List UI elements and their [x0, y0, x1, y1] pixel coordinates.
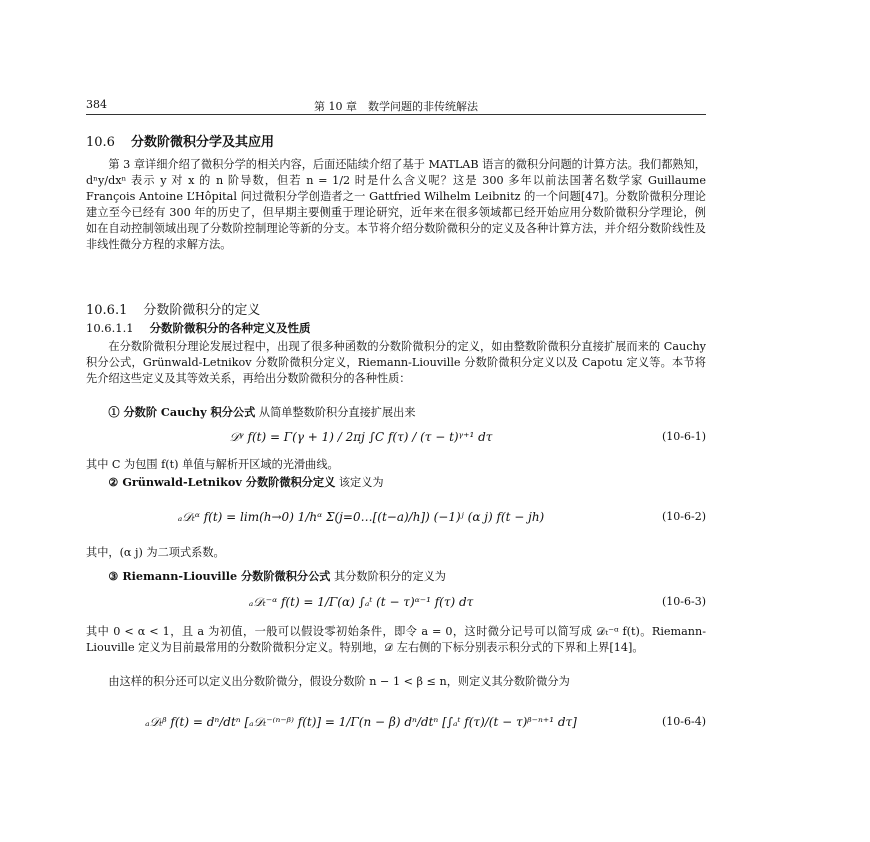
item-riemann [86, 568, 706, 585]
item-riemann-text: 其分数阶积分的定义为 [334, 570, 446, 583]
subsubsection-number: 10.6.1.1 [86, 321, 134, 335]
page-number: 384 [86, 98, 107, 111]
subsubsection-heading [86, 320, 311, 336]
item-cauchy-text: 从简单整数阶积分直接扩展出来 [258, 406, 416, 419]
subsubsection-title: 分数阶微积分的各种定义及性质 [149, 321, 311, 335]
equation-tag: (10-6-3) [661, 595, 706, 608]
equation-10-6-1 [86, 420, 706, 454]
equation-10-6-4 [86, 705, 706, 739]
section-number: 10.6 [86, 135, 115, 150]
equation-formula: ₐ𝒟ₜ⁻ᵅ f(t) = 1/Γ(α) ∫ₐᵗ (t − τ)ᵅ⁻¹ f(τ) dτ [248, 595, 474, 609]
equation-10-6-2 [86, 495, 706, 539]
section-title: 分数阶微积分学及其应用 [130, 135, 274, 150]
chapter-title: 第 10 章 数学问题的非传统解法 [314, 100, 478, 113]
item-cauchy [86, 404, 706, 421]
equation-formula: ₐ𝒟ₜᵅ f(t) = lim(h→0) 1/hᵅ Σ(j=0…[(t−a)/h]) (−1)ʲ (α j) f(t − jh) [177, 510, 545, 524]
eq1-note: 其中 C 为包围 f(t) 单值与解析开区域的光滑曲线。 [86, 458, 339, 471]
eq3-note: 其中 0 < α < 1，且 a 为初值，一般可以假设零初始条件，即令 a = 0，这时微分记号可以简写成 𝒟ₜ⁻ᵅ f(t)。Riemann-Liouville 定义为目前最常用的分数阶微积分定义。特别地，𝒟 左右侧的下标分别表示积分式的下界和上界[14]。 [86, 625, 706, 654]
subsection-heading [86, 299, 260, 318]
section-heading [86, 131, 274, 150]
item-riemann-label: ③ Riemann-Liouville 分数阶微积分公式 [108, 569, 331, 583]
derivative-paragraph: 由这样的积分还可以定义出分数阶微分，假设分数阶 n − 1 < β ≤ n，则定义其分数阶微分为 [108, 675, 570, 688]
equation-formula: 𝒟ᵞ f(t) = Γ(γ + 1) / 2πj ∫C f(τ) / (τ − t)ᵞ⁺¹ dτ [229, 430, 493, 444]
equation-formula: ₐ𝒟ₜᵝ f(t) = dⁿ/dtⁿ [ₐ𝒟ₜ⁻⁽ⁿ⁻ᵝ⁾ f(t)] = 1/Γ(n − β) dⁿ/dtⁿ [∫ₐᵗ f(τ)/(t − τ)ᵝ⁻ⁿ⁺¹ dτ] [145, 715, 577, 729]
intro-paragraph: 第 3 章详细介绍了微积分学的相关内容，后面还陆续介绍了基于 MATLAB 语言的微积分问题的计算方法。我们都熟知，dⁿy/dxⁿ 表示 y 对 x 的 n 阶导数，但若 n = 1/2 时是什么含义呢？这是 300 多年以前法国著名数学家 Guillaume François Antoine L’Hôpital 问过微积分学创造者之一 Gattfried Wilhelm Leibnitz 的一个问题[47]。分数阶微积分理论建立至今已经有 300 年的历史了，但早期主要侧重于理论研究，近年来在很多领域都已经开始应用分数阶微积分学理论，例如在自动控制领域出现了分数阶控制理论等新的分支。本节将介绍分数阶微积分的定义及各种计算方法，并介绍分数阶线性及非线性微分方程的求解方法。 [86, 158, 706, 251]
item-cauchy-label: ① 分数阶 Cauchy 积分公式 [108, 405, 256, 419]
equation-tag: (10-6-1) [661, 430, 706, 443]
subsection-number: 10.6.1 [86, 303, 128, 318]
item-grunwald [86, 474, 706, 491]
definitions-paragraph: 在分数阶微积分理论发展过程中，出现了很多种函数的分数阶微积分的定义，如由整数阶微积分直接扩展而来的 Cauchy 积分公式，Grünwald-Letnikov 分数阶微积分定义，Riemann-Liouville 分数阶微积分定义以及 Capotu 定义等。本节将先介绍这些定义及其等效关系，再给出分数阶微积分的各种性质： [86, 340, 706, 385]
equation-tag: (10-6-2) [661, 510, 706, 523]
item-grunwald-text: 该定义为 [338, 476, 384, 489]
equation-tag: (10-6-4) [661, 715, 706, 728]
equation-10-6-3 [86, 585, 706, 619]
eq2-note: 其中，(α j) 为二项式系数。 [86, 546, 225, 559]
item-grunwald-label: ② Grünwald-Letnikov 分数阶微积分定义 [108, 475, 336, 489]
page-header [86, 96, 706, 115]
subsection-title: 分数阶微积分的定义 [143, 303, 261, 318]
